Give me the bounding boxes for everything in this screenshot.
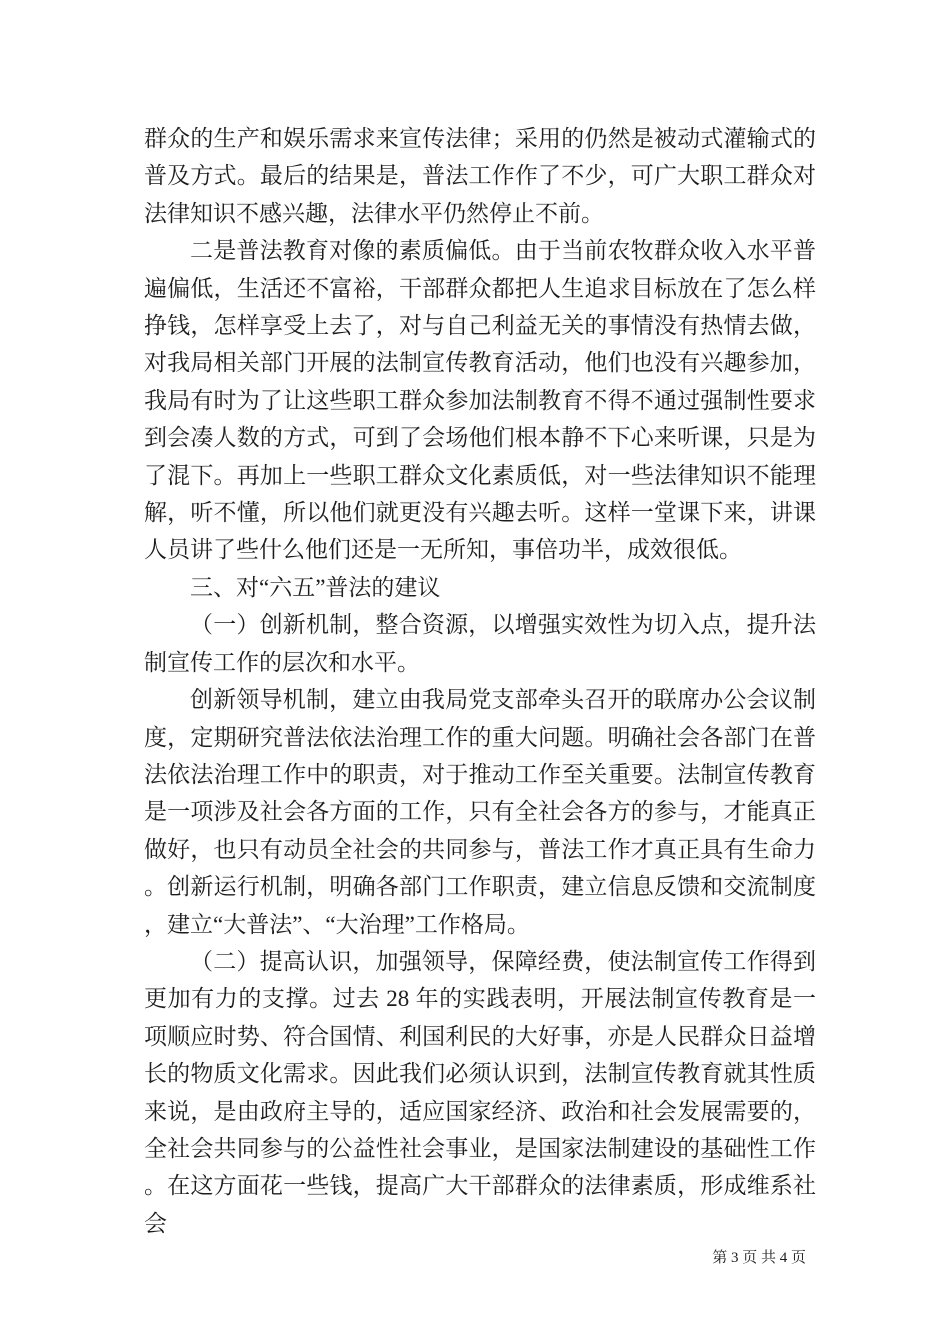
paragraph-mechanism-detail: 创新领导机制，建立由我局党支部牵头召开的联席办公会议制度，定期研究普法依法治理工作的重大问题。明确社会各部门在普法依法治理工作中的职责，对于推动工作至关重要。法制宣传教育是一项涉及社会各方面的工作，只有全社会各方的参与，才能真正做好，也只有动员全社会的共同参与，普法工作才真正具有生命力。创新运行机制，明确各部门工作职责，建立信息反馈和交流制度，建立“大普法”、“大治理”工作格局。 bbox=[144, 687, 816, 937]
paragraph-suggestion-two: （二）提高认识，加强领导，保障经费，使法制宣传工作得到更加有力的支撑。过去 28 年的实践表明，开展法制宣传教育是一项顺应时势、符合国情、利国利民的大好事，亦是人民群众日益增长的物质文化需求。因此我们必须认识到，法制宣传教育就其性质来说，是由政府主导的，适应国家经济、政治和社会发展需要的，全社会共同参与的公益性社会事业，是国家法制建设的基础性工作。在这方面花一些钱，提高广大干部群众的法律素质，形成维系社会 bbox=[144, 948, 816, 1236]
document-body bbox=[144, 120, 816, 1242]
page-number-footer: 第 3 页 共 4 页 bbox=[712, 1250, 806, 1266]
paragraph-suggestion-one: （一）创新机制，整合资源，以增强实效性为切入点，提升法制宣传工作的层次和水平。 bbox=[144, 612, 816, 675]
section-heading-three: 三、对“六五”普法的建议 bbox=[190, 574, 441, 600]
paragraph-continuation: 群众的生产和娱乐需求来宣传法律；采用的仍然是被动式灌输式的普及方式。最后的结果是，普法工作作了不少，可广大职工群众对法律知识不感兴趣，法律水平仍然停止不前。 bbox=[144, 126, 816, 226]
paragraph-second-problem: 二是普法教育对像的素质偏低。由于当前农牧群众收入水平普遍偏低，生活还不富裕，干部群众都把人生追求目标放在了怎么样挣钱，怎样享受上去了，对与自己利益无关的事情没有热情去做，对我局相关部门开展的法制宣传教育活动，他们也没有兴趣参加，我局有时为了让这些职工群众参加法制教育不得不通过强制性要求到会凑人数的方式，可到了会场他们根本静不下心来听课，只是为了混下。再加上一些职工群众文化素质低，对一些法律知识不能理解，听不懂，所以他们就更没有兴趣去听。这样一堂课下来，讲课人员讲了些什么他们还是一无所知，事倍功半，成效很低。 bbox=[144, 238, 816, 563]
